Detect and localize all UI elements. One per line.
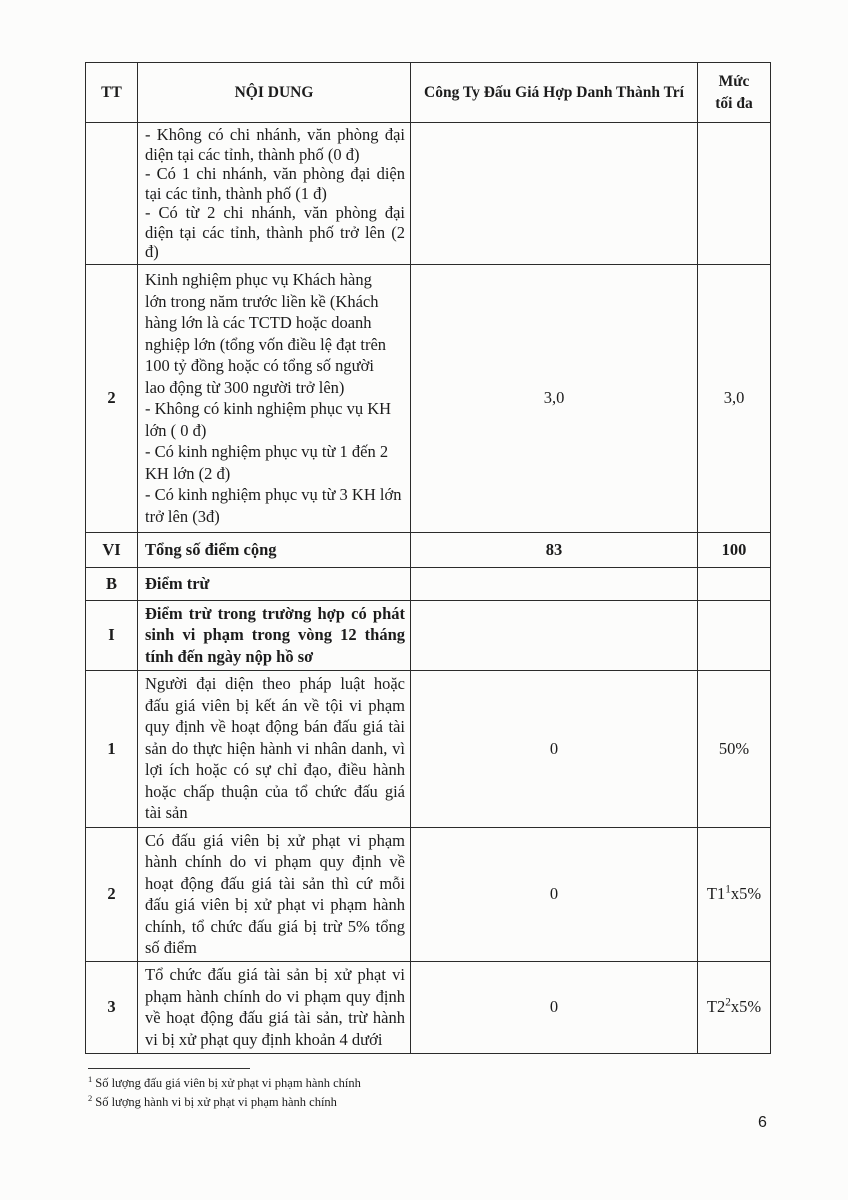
max-score-value: 100: [721, 539, 747, 559]
company-score: 0: [411, 961, 698, 1053]
content-paragraph: [145, 269, 405, 398]
content-line: chính, tổ chức đấu giá bị trừ 5% tổng: [145, 916, 405, 936]
content-line: sản do thực hiện hành vi nhân danh, vì: [145, 738, 405, 758]
content-line: số điểm: [145, 938, 197, 957]
content-line: KH lớn (2 đ): [145, 463, 231, 483]
content-paragraph: [145, 484, 405, 527]
row-content: [138, 670, 411, 827]
row-content: [138, 532, 411, 567]
content-line: Người đại diện theo pháp luật hoặc: [145, 674, 405, 694]
table-row: [86, 264, 771, 532]
footnote-1: [88, 1074, 361, 1093]
content-line: đấu giá viên bị xử phạt vi phạm hành: [145, 895, 405, 914]
table-row: [86, 123, 771, 265]
content-line: Kinh nghiệm phục vụ Khách hàng: [145, 270, 372, 289]
max-score-value: T2: [706, 997, 726, 1016]
row-content: [138, 567, 411, 600]
content-line: hành chính do vi phạm quy định về: [145, 852, 405, 871]
content-line: tính đến ngày nộp hồ sơ: [145, 646, 314, 666]
row-number: 3: [86, 961, 138, 1053]
footnote-text: Số lượng đấu giá viên bị xử phạt vi phạm hành chính: [95, 1076, 361, 1090]
content-line: diện tại các tỉnh, thành phố trở lên (2: [145, 222, 405, 242]
company-score: [411, 567, 698, 600]
content-paragraph: [145, 398, 405, 441]
row-number: I: [86, 600, 138, 670]
row-number: 1: [86, 670, 138, 827]
content-paragraph: [145, 539, 405, 561]
row-number: VI: [86, 532, 138, 567]
content-paragraph: [145, 203, 405, 262]
row-number: [86, 123, 138, 265]
table-row: [86, 670, 771, 827]
content-line: - Không có kinh nghiệm phục vụ KH: [145, 399, 392, 418]
footnote-text: Số lượng hành vi bị xử phạt vi phạm hành chính: [95, 1095, 337, 1109]
content-line: đ): [145, 242, 159, 261]
max-score-value: 50%: [718, 738, 750, 758]
max-score: [698, 961, 771, 1053]
footnote-reference: 2: [725, 996, 731, 1009]
footnote-mark: 2: [88, 1092, 93, 1103]
row-content: [138, 827, 411, 961]
content-line: Điểm trừ: [145, 573, 210, 593]
table-row: [86, 567, 771, 600]
content-line: Có đấu giá viên bị xử phạt vi phạm: [145, 830, 405, 850]
content-line: - Có 1 chi nhánh, văn phòng đại diện: [145, 164, 405, 183]
max-score: [698, 264, 771, 532]
header-content: NỘI DUNG: [138, 63, 411, 123]
max-score: [698, 827, 771, 961]
content-line: trở lên (3đ): [145, 506, 220, 526]
content-line: hàng lớn là các TCTD hoặc doanh: [145, 313, 372, 332]
content-paragraph: [145, 603, 405, 668]
max-score: [698, 532, 771, 567]
content-line: Tổng số điểm cộng: [145, 539, 277, 559]
table-row: [86, 532, 771, 567]
max-score: [698, 567, 771, 600]
content-line: phạm hành chính do vi phạm quy định: [145, 986, 405, 1006]
content-line: hoạt động đấu giá tài sản thì cứ mỗi: [145, 873, 405, 893]
max-score-value: T1: [706, 884, 726, 903]
table-row: [86, 600, 771, 670]
row-number: 2: [86, 827, 138, 961]
content-line: - Có từ 2 chi nhánh, văn phòng đại: [145, 203, 405, 222]
header-max-line: tối đa: [715, 94, 753, 112]
footnote-reference: 1: [725, 883, 731, 896]
row-content: [138, 264, 411, 532]
content-line: lớn ( 0 đ): [145, 420, 207, 440]
content-paragraph: [145, 830, 405, 959]
table-row: [86, 827, 771, 961]
content-line: - Có kinh nghiệm phục vụ từ 1 đến 2: [145, 442, 389, 461]
header-max-line: Mức: [718, 72, 750, 90]
row-content: [138, 600, 411, 670]
company-score: 0: [411, 827, 698, 961]
company-score: 83: [411, 532, 698, 567]
content-line: quy định về hoạt động bán đấu giá tài: [145, 717, 405, 737]
max-score-value: 3,0: [723, 388, 745, 407]
content-line: vi bị xử phạt quy định khoản 4 dưới: [145, 1029, 383, 1049]
content-paragraph: [145, 964, 405, 1050]
company-score: 3,0: [411, 264, 698, 532]
company-score: [411, 600, 698, 670]
table-row: [86, 961, 771, 1053]
content-line: lao động từ 300 người trở lên): [145, 377, 345, 397]
content-line: về hoạt động đấu giá tài sản, trừ hành: [145, 1008, 405, 1027]
footnote-separator: [88, 1068, 250, 1069]
content-line: đấu giá viên bị kết án về tội vi phạm: [145, 695, 405, 715]
header-row: [86, 63, 771, 123]
content-line: tài sản: [145, 803, 188, 823]
max-score: [698, 123, 771, 265]
content-line: - Không có chi nhánh, văn phòng đại: [145, 125, 405, 144]
content-line: sinh vi phạm trong vòng 12 tháng: [145, 625, 405, 645]
max-score-suffix: x5%: [730, 884, 762, 903]
footnote-2: [88, 1093, 361, 1112]
content-line: lớn trong năm trước liền kề (Khách: [145, 291, 379, 311]
content-paragraph: [145, 125, 405, 164]
company-score: [411, 123, 698, 265]
content-line: hoặc chấp thuận của tổ chức đấu giá: [145, 781, 405, 801]
table-body: [86, 123, 771, 1054]
footnote-mark: 1: [88, 1073, 93, 1084]
max-score: [698, 600, 771, 670]
max-score-suffix: x5%: [730, 997, 762, 1016]
content-paragraph: [145, 441, 405, 484]
header-company: Công Ty Đấu Giá Hợp Danh Thành Trí: [411, 63, 698, 123]
content-line: diện tại các tỉnh, thành phố (0 đ): [145, 144, 360, 164]
content-line: 100 tỷ đồng hoặc có tổng số người: [145, 356, 374, 375]
content-paragraph: [145, 673, 405, 824]
footnotes: [88, 1074, 361, 1112]
table-header: [86, 63, 771, 123]
content-line: tại các tỉnh, thành phố (1 đ): [145, 183, 327, 203]
header-tt: TT: [86, 63, 138, 123]
row-content: [138, 961, 411, 1053]
content-line: - Có kinh nghiệm phục vụ từ 3 KH lớn: [145, 485, 402, 504]
row-number: 2: [86, 264, 138, 532]
company-score: 0: [411, 670, 698, 827]
content-paragraph: [145, 573, 405, 595]
row-number: B: [86, 567, 138, 600]
max-score: [698, 670, 771, 827]
content-line: Tổ chức đấu giá tài sản bị xử phạt vi: [145, 965, 405, 984]
content-line: lợi ích hoặc có sự chỉ đạo, điều hành: [145, 760, 405, 780]
content-paragraph: [145, 164, 405, 203]
page-number: 6: [758, 1114, 767, 1131]
content-line: nghiệp lớn (tổng vốn điều lệ đạt trên: [145, 334, 387, 354]
content-line: Điểm trừ trong trường hợp có phát: [145, 603, 405, 623]
header-max: [698, 63, 771, 123]
scoring-table: [85, 62, 771, 1054]
row-content: [138, 123, 411, 265]
